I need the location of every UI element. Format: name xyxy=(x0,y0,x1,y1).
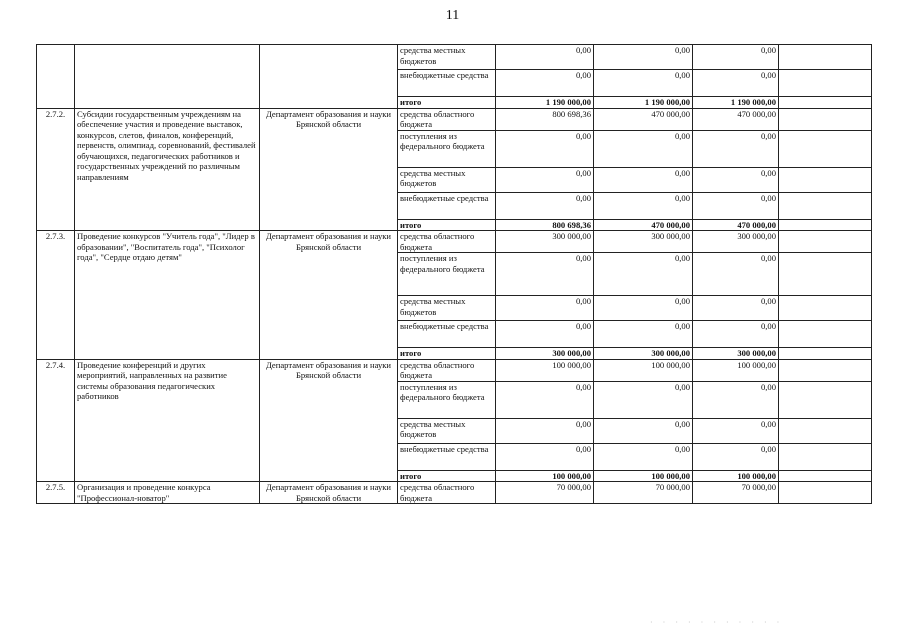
measure-name: Субсидии государственным учреждениям на обеспечение участия и проведение выставок, конкурсов, слетов, финалов, конференций, первенств, олимпиад, соревнований, фестивалей обучающихся, педагогических работников и государственных учреждений по различным направлениям xyxy=(75,108,260,231)
amount-2019: 100 000,00 xyxy=(496,470,594,482)
measure-name: Проведение конференций и других мероприятий, направленных на развитие системы образования педагогических работников xyxy=(75,359,260,482)
executor-cell xyxy=(260,45,398,109)
amount-2019: 300 000,00 xyxy=(496,348,594,360)
amount-2021: 0,00 xyxy=(693,130,779,167)
amount-2021: 470 000,00 xyxy=(693,108,779,130)
measure-name: Проведение конкурсов "Учитель года", "Лидер в образовании", "Воспитатель года", "Психолог года", "Сердце отдаю детям" xyxy=(75,231,260,360)
amount-2020: 0,00 xyxy=(594,418,693,443)
amount-2021: 100 000,00 xyxy=(693,470,779,482)
empty-cell xyxy=(779,296,872,321)
funding-source: средства местных бюджетов xyxy=(398,296,496,321)
total-label: итого xyxy=(398,348,496,360)
empty-cell xyxy=(779,167,872,192)
amount-2019: 70 000,00 xyxy=(496,482,594,504)
code-cell xyxy=(37,45,75,109)
empty-cell xyxy=(779,470,872,482)
amount-2021: 100 000,00 xyxy=(693,359,779,381)
total-label: итого xyxy=(398,219,496,231)
amount-2019: 0,00 xyxy=(496,45,594,70)
table-row xyxy=(37,108,872,130)
amount-2020: 1 190 000,00 xyxy=(594,97,693,109)
empty-cell xyxy=(779,418,872,443)
empty-cell xyxy=(779,192,872,219)
executor-name: Департамент образования и науки Брянской области xyxy=(260,108,398,231)
amount-2020: 470 000,00 xyxy=(594,219,693,231)
amount-2020: 0,00 xyxy=(594,70,693,97)
table-row xyxy=(37,359,872,381)
empty-cell xyxy=(779,70,872,97)
amount-2020: 100 000,00 xyxy=(594,359,693,381)
total-label: итого xyxy=(398,470,496,482)
scan-artifact: · · · · · · · · · · · xyxy=(650,618,784,627)
amount-2019: 0,00 xyxy=(496,130,594,167)
amount-2020: 0,00 xyxy=(594,321,693,348)
amount-2021: 300 000,00 xyxy=(693,348,779,360)
amount-2019: 0,00 xyxy=(496,418,594,443)
funding-source: средства местных бюджетов xyxy=(398,167,496,192)
amount-2019: 100 000,00 xyxy=(496,359,594,381)
amount-2021: 300 000,00 xyxy=(693,231,779,253)
amount-2020: 0,00 xyxy=(594,192,693,219)
empty-cell xyxy=(779,108,872,130)
empty-cell xyxy=(779,321,872,348)
amount-2019: 0,00 xyxy=(496,70,594,97)
table-row xyxy=(37,482,872,504)
funding-source: внебюджетные средства xyxy=(398,321,496,348)
amount-2019: 0,00 xyxy=(496,167,594,192)
executor-name: Департамент образования и науки Брянской области xyxy=(260,482,398,504)
amount-2021: 1 190 000,00 xyxy=(693,97,779,109)
empty-cell xyxy=(779,253,872,296)
amount-2020: 0,00 xyxy=(594,443,693,470)
funding-source: поступления из федерального бюджета xyxy=(398,253,496,296)
amount-2019: 0,00 xyxy=(496,321,594,348)
amount-2021: 0,00 xyxy=(693,253,779,296)
amount-2019: 300 000,00 xyxy=(496,231,594,253)
amount-2021: 0,00 xyxy=(693,443,779,470)
amount-2021: 0,00 xyxy=(693,381,779,418)
amount-2021: 470 000,00 xyxy=(693,219,779,231)
amount-2021: 0,00 xyxy=(693,192,779,219)
funding-source: средства местных бюджетов xyxy=(398,418,496,443)
funding-source: поступления из федерального бюджета xyxy=(398,130,496,167)
funding-source: средства областного бюджета xyxy=(398,359,496,381)
measure-name: Организация и проведение конкурса "Профессионал-новатор" xyxy=(75,482,260,504)
funding-source: внебюджетные средства xyxy=(398,70,496,97)
funding-source: внебюджетные средства xyxy=(398,192,496,219)
empty-cell xyxy=(779,231,872,253)
empty-cell xyxy=(779,443,872,470)
amount-2021: 0,00 xyxy=(693,45,779,70)
amount-2020: 0,00 xyxy=(594,381,693,418)
empty-cell xyxy=(779,219,872,231)
empty-cell xyxy=(779,482,872,504)
amount-2020: 100 000,00 xyxy=(594,470,693,482)
measure-code: 2.7.4. xyxy=(37,359,75,482)
amount-2021: 0,00 xyxy=(693,70,779,97)
amount-2021: 0,00 xyxy=(693,321,779,348)
funding-source: внебюджетные средства xyxy=(398,443,496,470)
amount-2020: 300 000,00 xyxy=(594,348,693,360)
empty-cell xyxy=(779,97,872,109)
amount-2019: 1 190 000,00 xyxy=(496,97,594,109)
amount-2019: 800 698,36 xyxy=(496,108,594,130)
amount-2019: 0,00 xyxy=(496,192,594,219)
amount-2020: 0,00 xyxy=(594,130,693,167)
empty-cell xyxy=(779,348,872,360)
empty-cell xyxy=(779,359,872,381)
measure-code: 2.7.5. xyxy=(37,482,75,504)
amount-2020: 70 000,00 xyxy=(594,482,693,504)
measure-code: 2.7.2. xyxy=(37,108,75,231)
empty-cell xyxy=(779,45,872,70)
amount-2020: 0,00 xyxy=(594,296,693,321)
budget-table xyxy=(36,44,872,504)
empty-cell xyxy=(779,381,872,418)
table-row xyxy=(37,231,872,253)
amount-2021: 0,00 xyxy=(693,296,779,321)
amount-2019: 800 698,36 xyxy=(496,219,594,231)
empty-cell xyxy=(779,130,872,167)
amount-2019: 0,00 xyxy=(496,296,594,321)
amount-2020: 0,00 xyxy=(594,45,693,70)
total-label: итого xyxy=(398,97,496,109)
amount-2019: 0,00 xyxy=(496,381,594,418)
amount-2019: 0,00 xyxy=(496,253,594,296)
executor-name: Департамент образования и науки Брянской области xyxy=(260,359,398,482)
amount-2019: 0,00 xyxy=(496,443,594,470)
amount-2021: 70 000,00 xyxy=(693,482,779,504)
measure-code: 2.7.3. xyxy=(37,231,75,360)
funding-source: средства областного бюджета xyxy=(398,231,496,253)
table-row xyxy=(37,45,872,70)
amount-2021: 0,00 xyxy=(693,418,779,443)
page-number: 11 xyxy=(445,8,460,23)
amount-2020: 0,00 xyxy=(594,167,693,192)
amount-2020: 470 000,00 xyxy=(594,108,693,130)
measure-cell xyxy=(75,45,260,109)
amount-2020: 0,00 xyxy=(594,253,693,296)
funding-source: средства местных бюджетов xyxy=(398,45,496,70)
funding-source: поступления из федерального бюджета xyxy=(398,381,496,418)
funding-source: средства областного бюджета xyxy=(398,108,496,130)
amount-2020: 300 000,00 xyxy=(594,231,693,253)
amount-2021: 0,00 xyxy=(693,167,779,192)
funding-source: средства областного бюджета xyxy=(398,482,496,504)
executor-name: Департамент образования и науки Брянской области xyxy=(260,231,398,360)
